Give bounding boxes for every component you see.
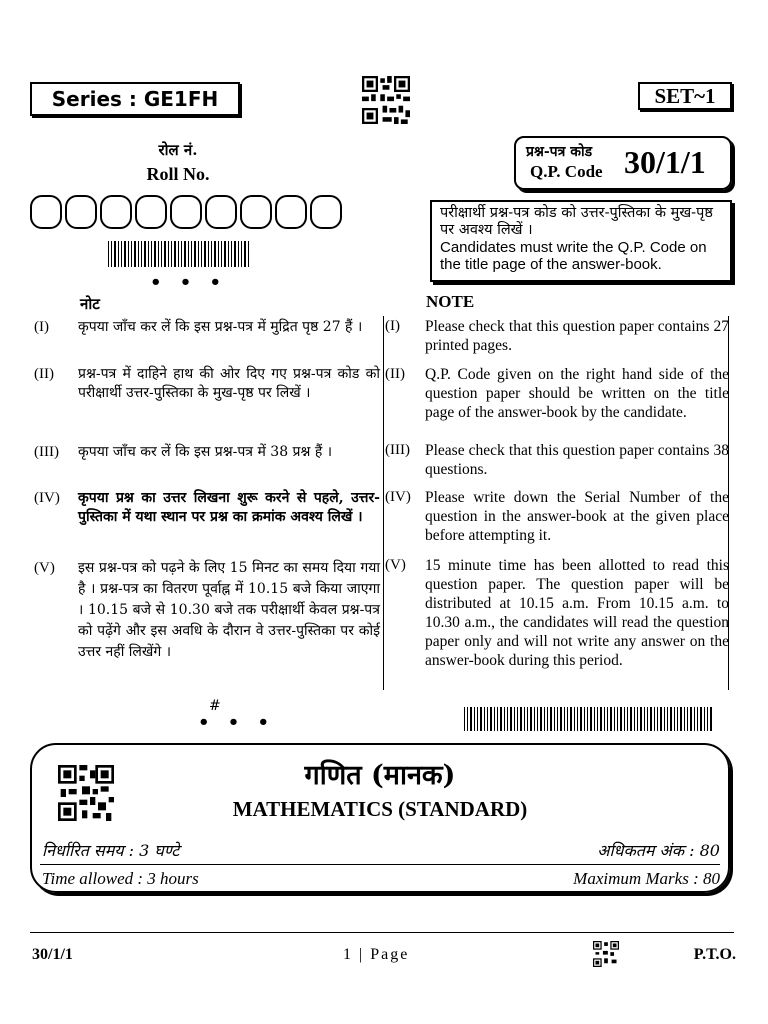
note-heading-english: NOTE xyxy=(426,292,475,311)
subject-divider xyxy=(40,864,720,865)
note-text: Please check that this question paper contains 27 printed pages. xyxy=(425,318,729,354)
note-text: प्रश्न-पत्र में दाहिने हाथ की ओर दिए गए प्रश्न-पत्र कोड को परीक्षार्थी उत्तर-पुस्तिका के मुख-पृष्ठ पर लिखें । xyxy=(78,366,380,401)
note-number: (III) xyxy=(34,444,59,460)
qp-code-value: 30/1/1 xyxy=(624,144,706,180)
qp-code-label-english: Q.P. Code xyxy=(530,162,603,181)
roll-cell[interactable] xyxy=(30,195,62,229)
qr-code-icon xyxy=(362,76,410,124)
candidate-note-english: Candidates must write the Q.P. Code on the title page of the answer-book. xyxy=(440,239,707,273)
roll-cell[interactable] xyxy=(100,195,132,229)
note-heading-hindi: नोट xyxy=(80,295,100,313)
roll-number-cells xyxy=(30,195,345,229)
set-label: SET~1 xyxy=(638,82,732,110)
footer-pto: P.T.O. xyxy=(693,946,736,963)
time-allowed-hindi: निर्धारित समय : 3 घण्टे xyxy=(42,841,180,860)
note-number: (I) xyxy=(34,319,49,335)
roll-cell[interactable] xyxy=(310,195,342,229)
note-text: इस प्रश्न-पत्र को पढ़ने के लिए 15 मिनट का समय दिया गया है । प्रश्न-पत्र का वितरण पूर्वाह्न में 10.15 बजे किया जाएगा । 10.15 बजे से 10.30 बजे तक परीक्षार्थी केवल प्रश्न-पत्र को पढ़ेंगे और इस अवधि के दौरान वे उत्तर-पुस्तिका पर कोई उत्तर नहीं लिखेंगे । xyxy=(78,560,380,660)
footer-divider xyxy=(30,932,734,933)
column-divider xyxy=(383,316,384,690)
max-marks-english: Maximum Marks : 80 xyxy=(573,869,720,888)
note-number: (V) xyxy=(34,560,55,576)
footer-page-number: 1 | Page xyxy=(343,946,410,963)
qp-code-label-hindi: प्रश्न-पत्र कोड xyxy=(526,144,593,160)
subject-box xyxy=(30,743,730,893)
qp-code-box xyxy=(514,136,732,190)
hash-mark: # xyxy=(209,698,221,714)
barcode-left-icon xyxy=(108,241,250,267)
roll-dots: • • • xyxy=(150,272,228,293)
roll-cell[interactable] xyxy=(65,195,97,229)
bottom-dots: • • • xyxy=(198,712,276,733)
max-marks-hindi: अधिकतम अंक : 80 xyxy=(597,841,720,860)
qr-code-icon xyxy=(593,941,619,967)
note-number: (V) xyxy=(385,557,406,573)
note-number: (II) xyxy=(34,366,54,382)
note-text: कृपया जाँच कर लें कि इस प्रश्न-पत्र में मुद्रित पृष्ठ 27 हैं । xyxy=(78,319,363,335)
note-text: 15 minute time has been allotted to read this question paper. The question paper will be distributed at 10.15 a.m. From 10.15 a.m. to 10.30 a.m., the candidates will read the question paper only and will not write any answer on the answer-book during this period. xyxy=(425,557,729,669)
roll-cell[interactable] xyxy=(135,195,167,229)
note-number: (IV) xyxy=(34,490,60,506)
candidate-instruction-box xyxy=(430,200,732,282)
roll-label-english: Roll No. xyxy=(146,164,210,184)
roll-label-hindi: रोल नं. xyxy=(158,141,198,159)
series-label: Series : GE1FH xyxy=(30,82,240,116)
note-text: कृपया प्रश्न का उत्तर लिखना शुरू करने से पहले, उत्तर-पुस्तिका में यथा स्थान पर प्रश्न का क्रमांक अवश्य लिखें । xyxy=(78,490,380,525)
note-number: (III) xyxy=(385,442,410,458)
note-text: कृपया जाँच कर लें कि इस प्रश्न-पत्र में 38 प्रश्न हैं । xyxy=(78,444,333,460)
roll-cell[interactable] xyxy=(240,195,272,229)
footer-code: 30/1/1 xyxy=(32,946,73,963)
time-allowed-english: Time allowed : 3 hours xyxy=(42,869,199,888)
subject-title-hindi: गणित (मानक) xyxy=(304,760,456,791)
subject-title-english: MATHEMATICS (STANDARD) xyxy=(232,797,528,821)
barcode-right-icon xyxy=(464,707,714,731)
note-text: Please write down the Serial Number of the question in the answer-book at the given place before attempting it. xyxy=(425,489,729,544)
note-number: (I) xyxy=(385,318,400,334)
note-number: (II) xyxy=(385,366,405,382)
note-text: Q.P. Code given on the right hand side of the question paper should be written on the title page of the answer-book by the candidate. xyxy=(425,366,729,421)
roll-cell[interactable] xyxy=(205,195,237,229)
note-number: (IV) xyxy=(385,489,411,505)
roll-cell[interactable] xyxy=(170,195,202,229)
note-text: Please check that this question paper contains 38 questions. xyxy=(425,442,729,478)
candidate-note-hindi: परीक्षार्थी प्रश्न-पत्र कोड को उत्तर-पुस्तिका के मुख-पृष्ठ पर अवश्य लिखें । xyxy=(440,205,713,238)
roll-cell[interactable] xyxy=(275,195,307,229)
